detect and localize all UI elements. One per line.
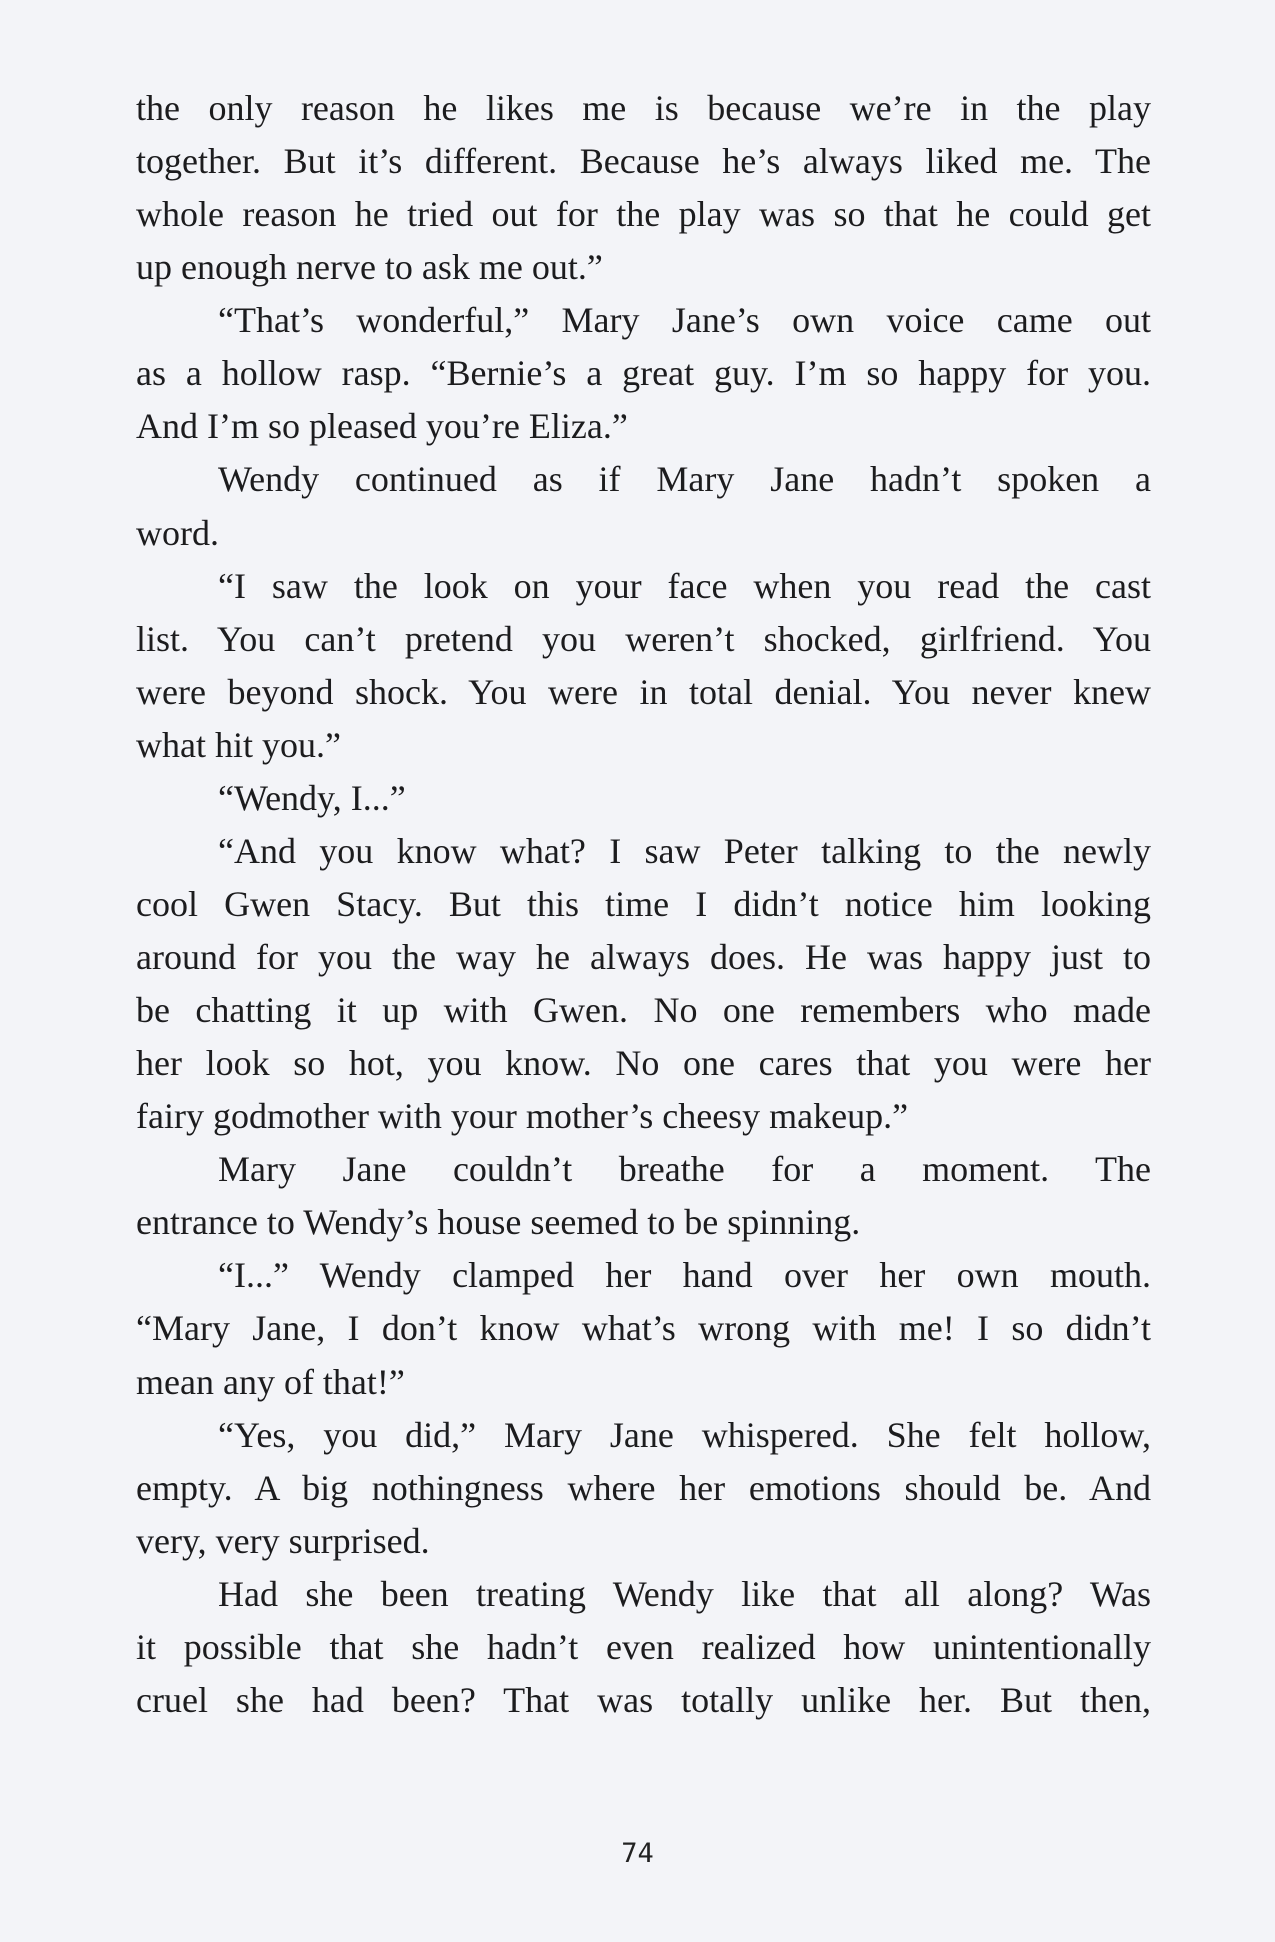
text-line: word. xyxy=(136,512,219,553)
text-line: cool Gwen Stacy. But this time I didn’t notice him looking xyxy=(136,883,1151,924)
paragraph xyxy=(136,1249,1151,1408)
text-line: Mary Jane couldn’t breathe for a moment. The xyxy=(218,1149,1151,1190)
text-line: “And you know what? I saw Peter talking to the newly xyxy=(218,830,1151,871)
text-line: Had she been treating Wendy like that all along? Was xyxy=(218,1573,1151,1614)
text-line: And I’m so pleased you’re Eliza.” xyxy=(136,406,628,447)
text-line: mean any of that!” xyxy=(136,1361,405,1402)
text-line: “I...” Wendy clamped her hand over her own mouth. xyxy=(218,1255,1151,1296)
text-line: as a hollow rasp. “Bernie’s a great guy. I’m so happy for you. xyxy=(136,353,1151,394)
text-line: around for you the way he always does. He was happy just to xyxy=(136,937,1151,977)
paragraph xyxy=(136,294,1151,453)
text-line: list. You can’t pretend you weren’t shocked, girlfriend. You xyxy=(136,618,1151,659)
page-number: 74 xyxy=(621,1838,654,1869)
paragraph xyxy=(136,1568,1151,1727)
text-line: “Mary Jane, I don’t know what’s wrong with me! I so didn’t xyxy=(136,1308,1151,1349)
text-line: were beyond shock. You were in total denial. You never knew xyxy=(136,671,1151,712)
text-line: what hit you.” xyxy=(136,724,341,765)
paragraph xyxy=(136,825,1151,1143)
text-line: fairy godmother with your mother’s cheesy makeup.” xyxy=(136,1096,909,1137)
text-line: Wendy continued as if Mary Jane hadn’t spoken a xyxy=(218,459,1151,500)
text-line: very, very surprised. xyxy=(136,1520,430,1561)
text-line: her look so hot, you know. No one cares that you were her xyxy=(136,1043,1151,1084)
text-line: “That’s wonderful,” Mary Jane’s own voice came out xyxy=(218,300,1151,341)
paragraph xyxy=(136,82,1151,294)
paragraph xyxy=(136,560,1151,772)
text-line: empty. A big nothingness where her emotions should be. And xyxy=(136,1467,1151,1508)
text-line: up enough nerve to ask me out.” xyxy=(136,247,603,288)
text-line: cruel she had been? That was totally unlike her. But then, xyxy=(136,1679,1151,1720)
text-line: the only reason he likes me is because we’re in the play xyxy=(136,88,1151,128)
text-line: whole reason he tried out for the play was so that he could get xyxy=(136,194,1151,235)
paragraph xyxy=(136,1409,1151,1568)
text-line: together. But it’s different. Because he’s always liked me. The xyxy=(136,141,1151,182)
page-body-text xyxy=(136,82,1151,1727)
text-line: be chatting it up with Gwen. No one remembers who made xyxy=(136,990,1151,1031)
text-line: entrance to Wendy’s house seemed to be spinning. xyxy=(136,1202,861,1243)
text-line: it possible that she hadn’t even realized how unintentionally xyxy=(136,1626,1151,1667)
paragraph xyxy=(136,453,1151,559)
text-line: “Wendy, I...” xyxy=(218,777,406,818)
paragraph xyxy=(136,772,1151,825)
text-line: “I saw the look on your face when you read the cast xyxy=(218,565,1151,606)
text-line: “Yes, you did,” Mary Jane whispered. She felt hollow, xyxy=(218,1414,1151,1455)
paragraph xyxy=(136,1143,1151,1249)
